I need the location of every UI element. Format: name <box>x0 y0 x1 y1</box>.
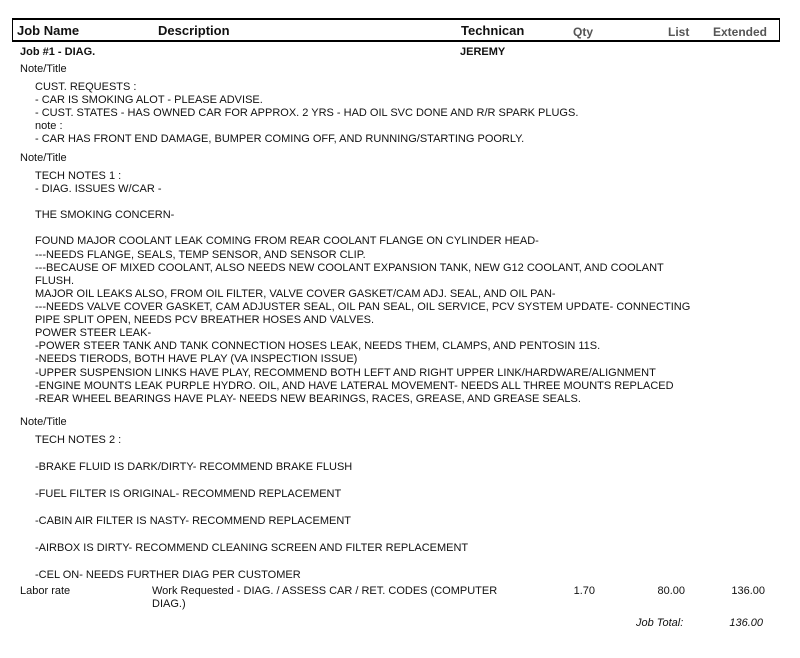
job-title: Job #1 - DIAG. <box>20 46 96 58</box>
labor-qty: 1.70 <box>573 585 595 597</box>
note-line: ---NEEDS FLANGE, SEALS, TEMP SENSOR, AND SENSOR CLIP. <box>35 249 366 261</box>
column-header-row <box>12 18 780 42</box>
job-total-value: 136.00 <box>729 617 763 629</box>
note-line: ---BECAUSE OF MIXED COOLANT, ALSO NEEDS NEW COOLANT EXPANSION TANK, NEW G12 COOLANT, AND COOLANT <box>35 262 664 274</box>
note-line: TECH NOTES 1 : <box>35 170 122 182</box>
header-extended: Extended <box>713 25 768 39</box>
note-line: MAJOR OIL LEAKS ALSO, FROM OIL FILTER, VALVE COVER GASKET/CAM ADJ. SEAL, AND OIL PAN- <box>35 288 556 300</box>
header-list: List <box>668 25 690 39</box>
note-line: -NEEDS TIERODS, BOTH HAVE PLAY (VA INSPECTION ISSUE) <box>35 353 358 365</box>
note-line: POWER STEER LEAK- <box>35 327 152 339</box>
labor-rate: 80.00 <box>657 585 685 597</box>
note-line: - CAR IS SMOKING ALOT - PLEASE ADVISE. <box>35 94 263 106</box>
note-line: THE SMOKING CONCERN- <box>35 209 175 221</box>
note-line: note : <box>35 120 63 132</box>
header-technician: Technican <box>461 23 525 38</box>
job-total-label: Job Total: <box>636 617 684 629</box>
header-job-name: Job Name <box>17 23 80 38</box>
note-line: -AIRBOX IS DIRTY- RECOMMEND CLEANING SCREEN AND FILTER REPLACEMENT <box>35 542 469 554</box>
note-title-label: Note/Title <box>20 63 67 75</box>
note-line: - CAR HAS FRONT END DAMAGE, BUMPER COMING OFF, AND RUNNING/STARTING POORLY. <box>35 133 525 145</box>
note-line: -BRAKE FLUID IS DARK/DIRTY- RECOMMEND BRAKE FLUSH <box>35 461 353 473</box>
labor-description-line1: Work Requested - DIAG. / ASSESS CAR / RET. CODES (COMPUTER <box>152 585 498 597</box>
note-line: -POWER STEER TANK AND TANK CONNECTION HOSES LEAK, NEEDS THEM, CLAMPS, AND PENTOSIN 11S. <box>35 340 601 352</box>
note-line: -REAR WHEEL BEARINGS HAVE PLAY- NEEDS NEW BEARINGS, RACES, GREASE, AND GREASE SEALS. <box>35 393 581 405</box>
note-line: - DIAG. ISSUES W/CAR - <box>35 183 162 195</box>
note-title-label: Note/Title <box>20 152 67 164</box>
note-line: PIPE SPLIT OPEN, NEEDS PCV BREATHER HOSES AND VALVES. <box>35 314 375 326</box>
labor-description-line2: DIAG.) <box>152 598 186 610</box>
job-technician: JEREMY <box>460 46 506 58</box>
note-line: -ENGINE MOUNTS LEAK PURPLE HYDRO. OIL, AND HAVE LATERAL MOVEMENT- NEEDS ALL THREE MOUNTS REPLACED <box>35 380 674 392</box>
labor-extended: 136.00 <box>731 585 765 597</box>
note-line: TECH NOTES 2 : <box>35 434 122 446</box>
header-description: Description <box>158 23 230 38</box>
note-line: ---NEEDS VALVE COVER GASKET, CAM ADJUSTER SEAL, OIL PAN SEAL, OIL SERVICE, PCV SYSTEM UPDATE- CONNECTING <box>35 301 691 313</box>
note-line: -FUEL FILTER IS ORIGINAL- RECOMMEND REPLACEMENT <box>35 488 342 500</box>
note-line: -UPPER SUSPENSION LINKS HAVE PLAY, RECOMMEND BOTH LEFT AND RIGHT UPPER LINK/HARDWARE/ALIGNMENT <box>35 367 656 379</box>
note-line: FOUND MAJOR COOLANT LEAK COMING FROM REAR COOLANT FLANGE ON CYLINDER HEAD- <box>35 235 539 247</box>
header-qty: Qty <box>573 25 594 39</box>
note-line: -CEL ON- NEEDS FURTHER DIAG PER CUSTOMER <box>35 569 301 581</box>
note-line: - CUST. STATES - HAS OWNED CAR FOR APPROX. 2 YRS - HAD OIL SVC DONE AND R/R SPARK PLUGS. <box>35 107 579 119</box>
note-line: FLUSH. <box>35 275 75 287</box>
note-title-label: Note/Title <box>20 416 67 428</box>
note-line: -CABIN AIR FILTER IS NASTY- RECOMMEND REPLACEMENT <box>35 515 351 527</box>
labor-label: Labor rate <box>20 585 71 597</box>
note-line: CUST. REQUESTS : <box>35 81 137 93</box>
